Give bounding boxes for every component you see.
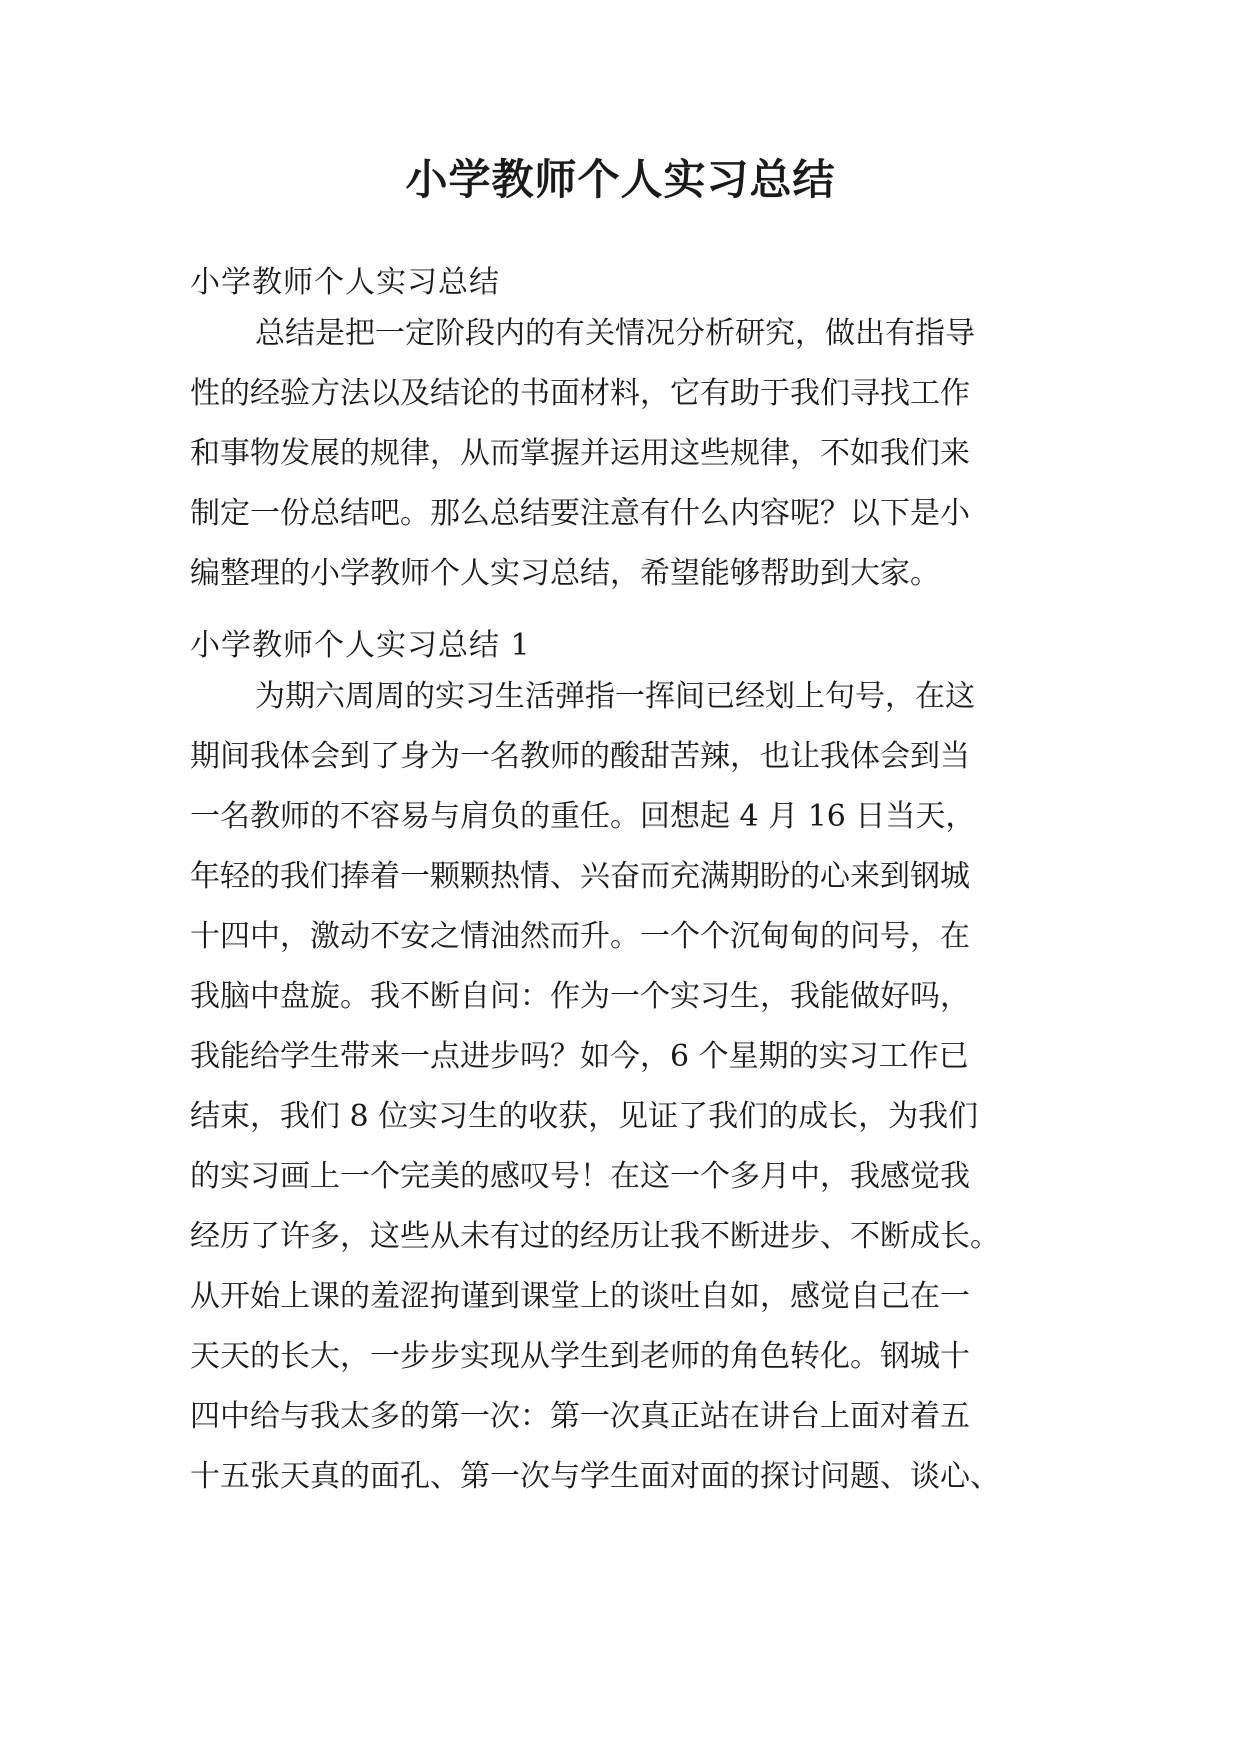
- intro-paragraph: [190, 304, 1070, 604]
- paragraph-line: 我脑中盘旋。我不断自问：作为一个实习生，我能做好吗，: [190, 979, 970, 1014]
- paragraph-line: 十四中，激动不安之情油然而升。一个个沉甸甸的问号，在: [190, 919, 970, 954]
- paragraph-line: 十五张天真的面孔、第一次与学生面对面的探讨问题、谈心、: [190, 1459, 1000, 1494]
- paragraph-line: 从开始上课的羞涩拘谨到课堂上的谈吐自如，感觉自己在一: [190, 1279, 970, 1314]
- section1-paragraph: [190, 667, 1070, 1507]
- section1-heading: 小学教师个人实习总结 1: [190, 628, 531, 663]
- paragraph-line: 结束，我们 8 位实习生的收获，见证了我们的成长，为我们: [190, 1099, 979, 1134]
- paragraph-line: 总结是把一定阶段内的有关情况分析研究，做出有指导: [255, 316, 975, 351]
- paragraph-line: 为期六周周的实习生活弹指一挥间已经划上句号，在这: [255, 679, 975, 714]
- document-title: 小学教师个人实习总结: [405, 155, 836, 204]
- paragraph-line: 经历了许多，这些从未有过的经历让我不断进步、不断成长。: [190, 1219, 1000, 1254]
- paragraph-line: 天天的长大，一步步实现从学生到老师的角色转化。钢城十: [190, 1339, 970, 1374]
- paragraph-line: 期间我体会到了身为一名教师的酸甜苦辣，也让我体会到当: [190, 739, 970, 774]
- intro-heading: 小学教师个人实习总结: [190, 265, 500, 300]
- paragraph-line: 性的经验方法以及结论的书面材料，它有助于我们寻找工作: [190, 376, 970, 411]
- paragraph-line: 和事物发展的规律，从而掌握并运用这些规律，不如我们来: [190, 436, 970, 471]
- paragraph-line: 一名教师的不容易与肩负的重任。回想起 4 月 16 日当天，: [190, 799, 976, 834]
- paragraph-line: 年轻的我们捧着一颗颗热情、兴奋而充满期盼的心来到钢城: [190, 859, 970, 894]
- paragraph-line: 编整理的小学教师个人实习总结，希望能够帮助到大家。: [190, 556, 940, 591]
- paragraph-line: 我能给学生带来一点进步吗？如今，6 个星期的实习工作已: [190, 1039, 969, 1074]
- paragraph-line: 四中给与我太多的第一次：第一次真正站在讲台上面对着五: [190, 1399, 970, 1434]
- paragraph-line: 的实习画上一个完美的感叹号！在这一个多月中，我感觉我: [190, 1159, 970, 1194]
- paragraph-line: 制定一份总结吧。那么总结要注意有什么内容呢？以下是小: [190, 496, 970, 531]
